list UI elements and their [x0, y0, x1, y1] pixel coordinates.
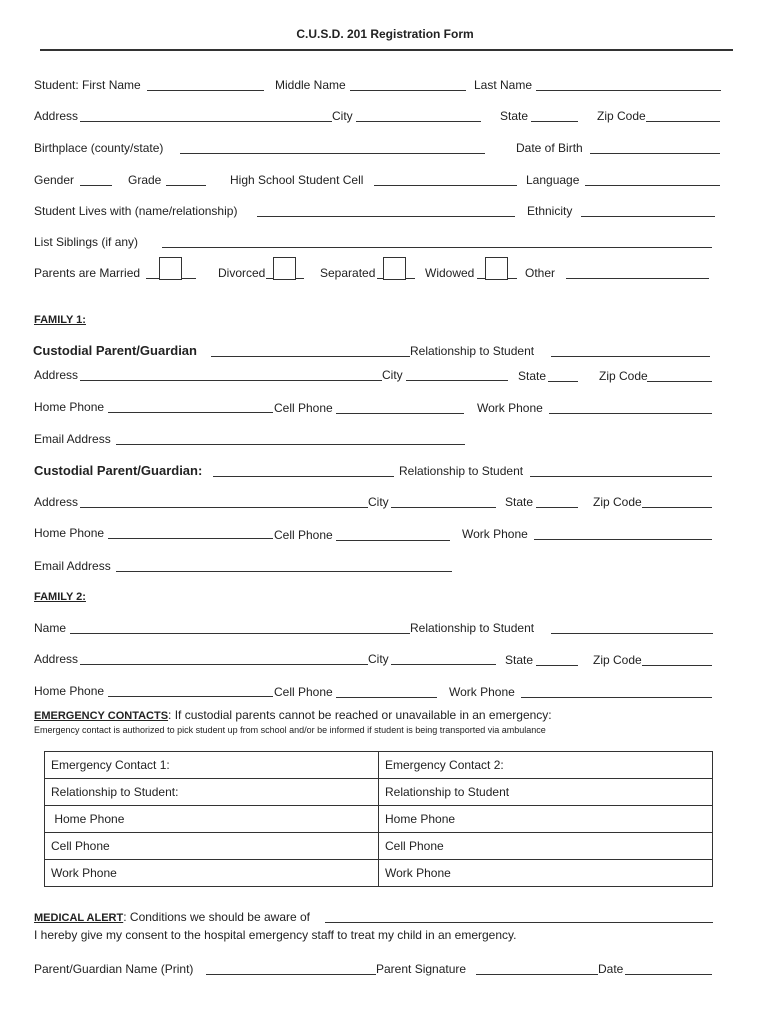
family1-work-phone-field[interactable]	[549, 413, 712, 414]
medical-conditions-field[interactable]	[325, 922, 713, 923]
work-phone-2-cell[interactable]: Work Phone	[379, 860, 713, 887]
family1-state2-label: State	[505, 495, 534, 509]
lives-with-label: Student Lives with (name/relationship)	[34, 204, 238, 218]
first-name-field[interactable]	[147, 90, 264, 91]
family2-city-field[interactable]	[391, 664, 496, 665]
middle-name-field[interactable]	[350, 90, 466, 91]
family1-work-phone-label: Work Phone	[477, 401, 543, 415]
family2-heading: FAMILY 2:	[34, 591, 86, 603]
language-field[interactable]	[585, 185, 720, 186]
emergency-contact-1-cell[interactable]: Emergency Contact 1:	[45, 752, 379, 779]
siblings-field[interactable]	[162, 247, 712, 248]
family2-home-phone-field[interactable]	[108, 696, 273, 697]
language-label: Language	[526, 173, 580, 187]
family1-city-field[interactable]	[406, 380, 508, 381]
consent-text: I hereby give my consent to the hospital emergency staff to treat my child in an emergency.	[34, 928, 517, 942]
family2-name-label: Name	[34, 621, 67, 635]
form-title: C.U.S.D. 201 Registration Form	[296, 27, 474, 41]
signature-label: Parent Signature	[376, 962, 467, 976]
emergency-contact-2-cell[interactable]: Emergency Contact 2:	[379, 752, 713, 779]
cell-phone-2-cell[interactable]: Cell Phone	[379, 833, 713, 860]
family2-home-phone-label: Home Phone	[34, 684, 105, 698]
widowed-checkbox[interactable]	[485, 257, 508, 280]
family1-address2-field[interactable]	[80, 507, 368, 508]
family2-relationship-field[interactable]	[551, 633, 713, 634]
family2-zip-field[interactable]	[642, 665, 712, 666]
married-label: Parents are Married	[34, 266, 141, 280]
family1-zip-label: Zip Code	[599, 369, 648, 383]
family2-work-phone-field[interactable]	[521, 697, 712, 698]
work-phone-1-cell[interactable]: Work Phone	[45, 860, 379, 887]
ethnicity-field[interactable]	[581, 216, 715, 217]
other-label: Other	[525, 266, 556, 280]
guardian-name-label: Parent/Guardian Name (Print)	[34, 962, 194, 976]
medical-heading: MEDICAL ALERT	[34, 912, 124, 924]
gender-label: Gender	[34, 173, 75, 187]
family1-guardian-field[interactable]	[211, 356, 410, 357]
last-name-field[interactable]	[536, 90, 721, 91]
birthplace-field[interactable]	[180, 153, 485, 154]
divorced-label: Divorced	[218, 266, 266, 280]
dob-label: Date of Birth	[516, 141, 583, 155]
family2-city-label: City	[368, 652, 389, 666]
dob-field[interactable]	[590, 153, 720, 154]
middle-name-label: Middle Name	[275, 78, 346, 92]
family2-relationship-label: Relationship to Student	[410, 621, 535, 635]
emergency-note: Emergency contact is authorized to pick student up from school and/or be informed if student is being transported via ambulance	[34, 725, 546, 735]
student-cell-field[interactable]	[374, 185, 517, 186]
family1-home-phone-label: Home Phone	[34, 400, 105, 414]
married-checkbox[interactable]	[159, 257, 182, 280]
family2-zip-label: Zip Code	[593, 653, 642, 667]
family1-city2-label: City	[368, 495, 389, 509]
gender-field[interactable]	[80, 185, 112, 186]
family1-relationship-field[interactable]	[551, 356, 710, 357]
family1-email-field[interactable]	[116, 444, 465, 445]
family1-cell-phone2-field[interactable]	[336, 540, 450, 541]
family2-address-label: Address	[34, 652, 79, 666]
family1-city2-field[interactable]	[391, 507, 496, 508]
family1-address-label: Address	[34, 368, 79, 382]
family1-relationship2-field[interactable]	[530, 476, 712, 477]
family1-relationship2-label: Relationship to Student	[399, 464, 524, 478]
emergency-contacts-table	[44, 751, 713, 887]
relationship-1-cell[interactable]: Relationship to Student:	[45, 779, 379, 806]
family1-cell-phone2-label: Cell Phone	[274, 528, 333, 542]
table-row	[45, 806, 713, 833]
emergency-line	[34, 708, 552, 723]
family1-guardian2-field[interactable]	[213, 476, 394, 477]
emergency-heading: EMERGENCY CONTACTS	[34, 710, 169, 722]
family1-work-phone2-field[interactable]	[534, 539, 712, 540]
family1-state-field[interactable]	[548, 381, 578, 382]
state-field[interactable]	[531, 121, 578, 122]
separated-checkbox[interactable]	[383, 257, 406, 280]
lives-with-field[interactable]	[257, 216, 515, 217]
zip-field[interactable]	[646, 121, 720, 122]
zip-label: Zip Code	[597, 109, 646, 123]
home-phone-1-cell[interactable]: Home Phone	[45, 806, 379, 833]
siblings-label: List Siblings (if any)	[34, 235, 139, 249]
birthplace-label: Birthplace (county/state)	[34, 141, 164, 155]
family1-home-phone-field[interactable]	[108, 412, 273, 413]
family2-state-label: State	[505, 653, 534, 667]
medical-text: : Conditions we should be aware of	[123, 910, 311, 924]
grade-field[interactable]	[166, 185, 206, 186]
table-row	[45, 779, 713, 806]
city-field[interactable]	[356, 121, 481, 122]
signature-field[interactable]	[476, 974, 598, 975]
medical-line	[34, 910, 310, 925]
first-name-label: Student: First Name	[34, 78, 141, 92]
widowed-label: Widowed	[425, 266, 475, 280]
family1-address2-label: Address	[34, 495, 79, 509]
family1-cell-phone-field[interactable]	[336, 413, 464, 414]
relationship-2-cell[interactable]: Relationship to Student	[379, 779, 713, 806]
divorced-checkbox[interactable]	[273, 257, 296, 280]
guardian-name-field[interactable]	[206, 974, 376, 975]
family2-work-phone-label: Work Phone	[449, 685, 515, 699]
family1-zip2-label: Zip Code	[593, 495, 642, 509]
title-divider	[40, 49, 733, 51]
family1-home-phone2-field[interactable]	[108, 538, 273, 539]
family1-email-label: Email Address	[34, 432, 111, 446]
family1-state2-field[interactable]	[536, 507, 578, 508]
family1-zip2-field[interactable]	[642, 507, 712, 508]
family1-home-phone2-label: Home Phone	[34, 526, 105, 540]
last-name-label: Last Name	[474, 78, 533, 92]
family1-work-phone2-label: Work Phone	[462, 527, 528, 541]
table-row	[45, 752, 713, 779]
emergency-text: : If custodial parents cannot be reached or unavailable in an emergency:	[168, 708, 552, 722]
grade-label: Grade	[128, 173, 162, 187]
table-row	[45, 860, 713, 887]
family1-zip-field[interactable]	[647, 381, 712, 382]
cell-phone-1-cell[interactable]: Cell Phone	[45, 833, 379, 860]
date-field[interactable]	[625, 974, 712, 975]
family2-cell-phone-field[interactable]	[336, 697, 437, 698]
family2-address-field[interactable]	[80, 664, 368, 665]
table-row	[45, 833, 713, 860]
family2-state-field[interactable]	[536, 665, 578, 666]
family2-name-field[interactable]	[70, 633, 410, 634]
family1-address-field[interactable]	[80, 380, 382, 381]
family1-heading: FAMILY 1:	[34, 314, 86, 326]
family1-email2-field[interactable]	[116, 571, 452, 572]
family1-state-label: State	[518, 369, 547, 383]
home-phone-2-cell[interactable]: Home Phone	[379, 806, 713, 833]
other-field[interactable]	[566, 278, 709, 279]
address-label: Address	[34, 109, 79, 123]
family1-email2-label: Email Address	[34, 559, 111, 573]
state-label: State	[500, 109, 529, 123]
family1-city-label: City	[382, 368, 403, 382]
family1-relationship-label: Relationship to Student	[410, 344, 535, 358]
family2-cell-phone-label: Cell Phone	[274, 685, 333, 699]
city-label: City	[332, 109, 353, 123]
family1-guardian-label: Custodial Parent/Guardian	[33, 343, 197, 358]
family1-cell-phone-label: Cell Phone	[274, 401, 333, 415]
separated-label: Separated	[320, 266, 376, 280]
student-cell-label: High School Student Cell	[230, 173, 364, 187]
address-field[interactable]	[80, 121, 332, 122]
family1-guardian2-label: Custodial Parent/Guardian:	[34, 463, 203, 478]
ethnicity-label: Ethnicity	[527, 204, 573, 218]
date-label: Date	[598, 962, 624, 976]
